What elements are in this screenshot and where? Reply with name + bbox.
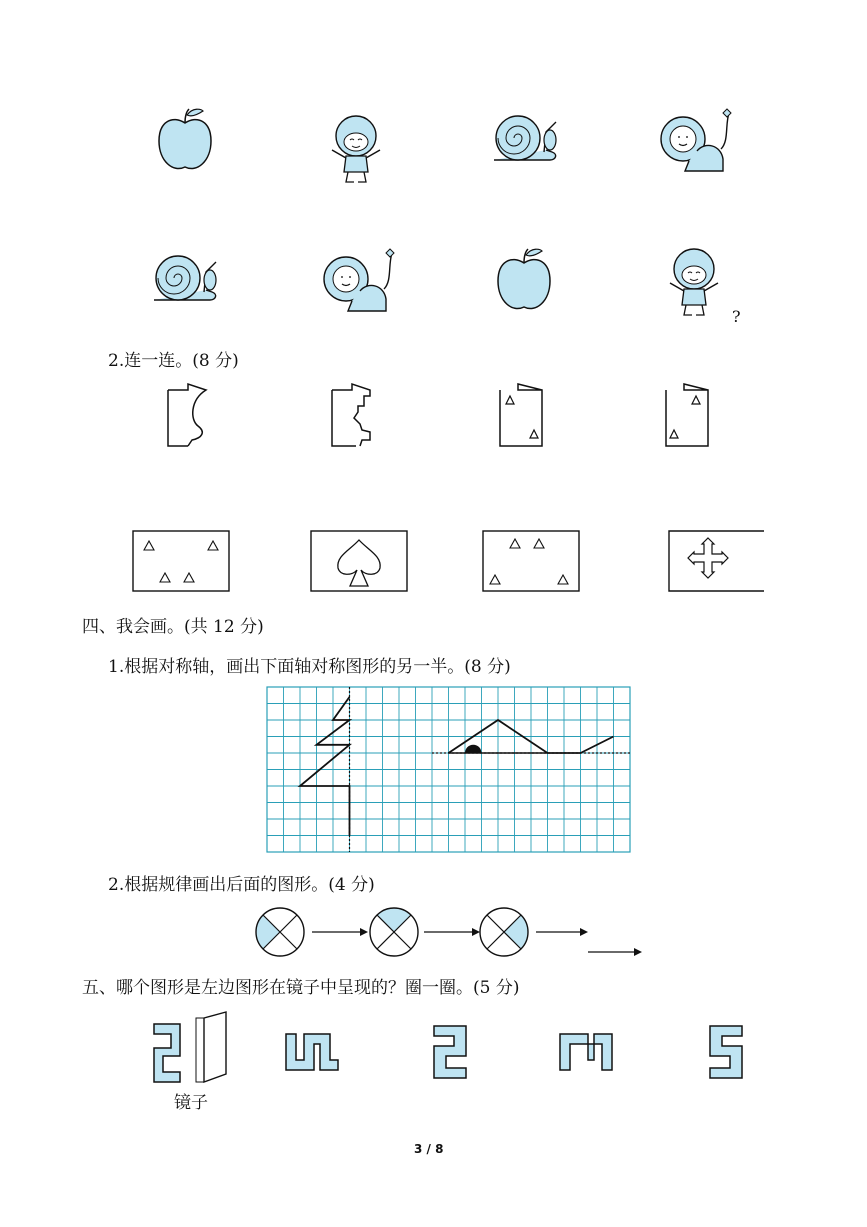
section4-title: 四、我会画。(共 12 分) bbox=[82, 617, 264, 637]
mirror-label: 镜子 bbox=[174, 1093, 208, 1113]
pattern-circle-3 bbox=[480, 908, 528, 956]
lion-icon bbox=[655, 105, 735, 180]
apple-icon bbox=[155, 105, 215, 175]
monkey-icon bbox=[664, 243, 724, 318]
apple-icon bbox=[494, 245, 554, 315]
lion-icon bbox=[318, 245, 398, 320]
folded-paper-two-triangles[interactable] bbox=[494, 378, 554, 448]
option-shape-3[interactable] bbox=[558, 1032, 614, 1072]
unfolded-paper-four-triangles[interactable] bbox=[132, 530, 232, 594]
folded-paper-steps[interactable] bbox=[326, 378, 386, 448]
pattern-sequence[interactable] bbox=[254, 904, 654, 960]
q2-title: 2.连一连。(8 分) bbox=[108, 351, 239, 371]
question-mark: ? bbox=[732, 307, 741, 326]
unfolded-paper-spade[interactable] bbox=[310, 530, 410, 594]
folded-paper-triangles-alt[interactable] bbox=[660, 378, 720, 448]
mirror-original-shape bbox=[152, 1022, 182, 1084]
mirror-icon bbox=[190, 1010, 230, 1086]
unfolded-paper-cross[interactable] bbox=[668, 530, 768, 594]
option-shape-4[interactable] bbox=[708, 1024, 744, 1080]
unfolded-paper-triangles-top-center[interactable] bbox=[482, 530, 582, 594]
option-shape-2[interactable] bbox=[432, 1024, 468, 1080]
symmetry-grid[interactable] bbox=[267, 687, 631, 853]
snail-icon bbox=[150, 250, 222, 310]
page-number: 3 / 8 bbox=[414, 1142, 444, 1156]
option-shape-1[interactable] bbox=[284, 1032, 340, 1072]
snail-icon bbox=[490, 110, 562, 170]
pattern-circle-2 bbox=[370, 908, 418, 956]
monkey-icon bbox=[326, 110, 386, 185]
folded-paper-curve[interactable] bbox=[160, 378, 220, 448]
section4-q1: 1.根据对称轴，画出下面轴对称图形的另一半。(8 分) bbox=[108, 657, 511, 677]
pattern-circle-1 bbox=[256, 908, 304, 956]
section4-q2: 2.根据规律画出后面的图形。(4 分) bbox=[108, 875, 375, 895]
section5-title: 五、哪个图形是左边图形在镜子中呈现的？圈一圈。(5 分) bbox=[82, 978, 520, 998]
